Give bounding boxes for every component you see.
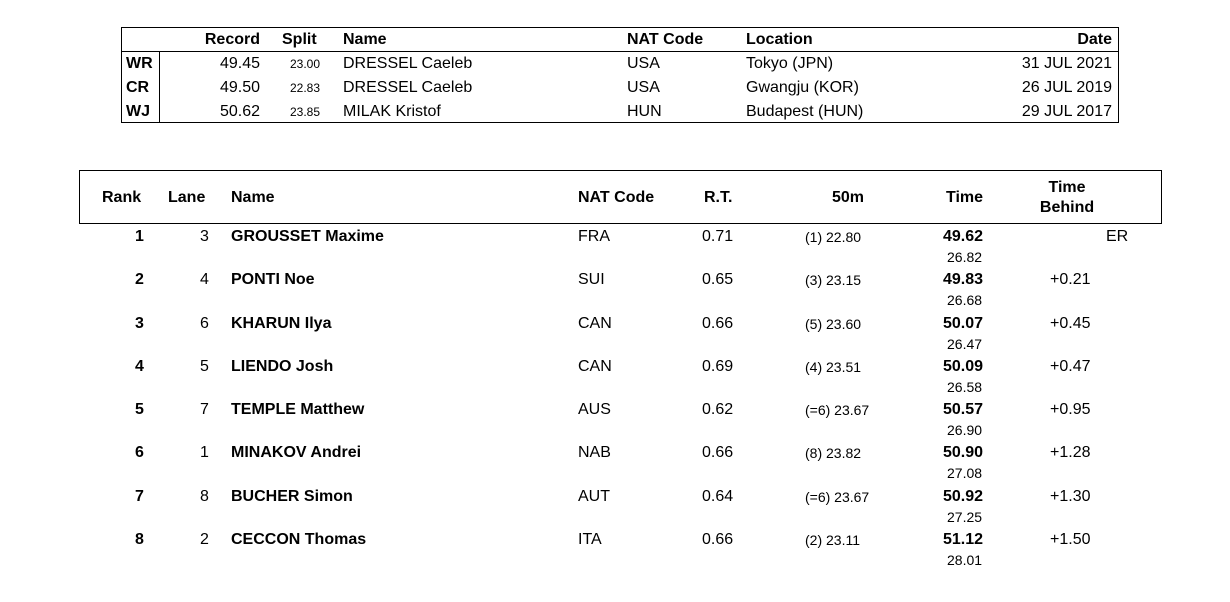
- result-time-behind: +1.50: [1050, 531, 1091, 548]
- record-holder-name: MILAK Kristof: [343, 103, 441, 120]
- result-name: LIENDO Josh: [231, 358, 334, 375]
- result-lane: 1: [200, 444, 209, 461]
- records-table: [121, 27, 1119, 123]
- result-reaction-time: 0.64: [702, 488, 734, 505]
- result-lap-time: 27.08: [947, 465, 983, 481]
- result-rank: 6: [135, 444, 144, 461]
- results-header-nat: NAT Code: [578, 189, 655, 206]
- record-split: 23.00: [289, 57, 320, 71]
- records-header-location: Location: [746, 31, 813, 48]
- result-lap-time: 26.68: [947, 292, 983, 308]
- result-time: 50.92: [943, 488, 984, 505]
- result-split-50m: (5) 23.60: [805, 316, 862, 332]
- result-time-behind: +0.45: [1050, 315, 1091, 332]
- records-header-record: Record: [204, 31, 260, 48]
- records-header-date: Date: [1077, 31, 1112, 48]
- result-record-mark: ER: [1106, 228, 1129, 245]
- record-split: 23.85: [289, 105, 320, 119]
- table-row: [79, 529, 1162, 572]
- record-nat: USA: [627, 55, 660, 72]
- record-location: Gwangju (KOR): [746, 79, 859, 96]
- record-split: 22.83: [289, 81, 320, 95]
- result-rank: 7: [135, 488, 144, 505]
- result-rank: 5: [135, 401, 144, 418]
- result-name: MINAKOV Andrei: [231, 444, 362, 461]
- table-row: [79, 486, 1162, 529]
- result-nat: AUT: [578, 488, 610, 505]
- result-rank: 8: [135, 531, 144, 548]
- result-reaction-time: 0.62: [702, 401, 734, 418]
- result-time: 50.09: [943, 358, 984, 375]
- result-lane: 3: [200, 228, 209, 245]
- result-nat: ITA: [578, 531, 602, 548]
- result-split-50m: (8) 23.82: [805, 445, 862, 461]
- result-time-behind: +0.21: [1050, 271, 1091, 288]
- result-time: 50.90: [943, 444, 984, 461]
- records-header-nat: NAT Code: [627, 31, 704, 48]
- result-time-behind: +1.30: [1050, 488, 1091, 505]
- result-lane: 8: [200, 488, 209, 505]
- result-rank: 2: [135, 271, 144, 288]
- result-split-50m: (4) 23.51: [805, 359, 862, 375]
- result-time-behind: +1.28: [1050, 444, 1091, 461]
- record-nat: USA: [627, 79, 660, 96]
- result-time: 50.57: [943, 401, 984, 418]
- records-header-name: Name: [343, 31, 387, 48]
- result-rank: 4: [135, 358, 144, 375]
- result-lap-time: 27.25: [947, 509, 983, 525]
- result-time: 50.07: [943, 315, 984, 332]
- table-row: [79, 356, 1162, 399]
- record-date: 31 JUL 2021: [1021, 55, 1112, 72]
- result-lane: 4: [200, 271, 209, 288]
- result-rank: 3: [135, 315, 144, 332]
- result-reaction-time: 0.66: [702, 444, 734, 461]
- result-split-50m: (2) 23.11: [805, 532, 860, 548]
- result-reaction-time: 0.66: [702, 531, 734, 548]
- result-name: TEMPLE Matthew: [231, 401, 365, 418]
- results-header-lane: Lane: [168, 189, 206, 206]
- record-time: 50.62: [219, 103, 260, 120]
- result-lap-time: 28.01: [947, 552, 983, 568]
- results-header-behind-line2: Behind: [1039, 199, 1095, 216]
- record-code: WR: [122, 52, 160, 76]
- result-time: 49.62: [943, 228, 984, 245]
- results-header-behind-line1: Time: [1048, 179, 1086, 196]
- result-reaction-time: 0.65: [702, 271, 734, 288]
- result-lane: 6: [200, 315, 209, 332]
- result-split-50m: (=6) 23.67: [805, 489, 870, 505]
- record-time: 49.45: [219, 55, 260, 72]
- result-split-50m: (1) 22.80: [805, 229, 862, 245]
- results-header-name: Name: [231, 189, 275, 206]
- result-time-behind: +0.95: [1050, 401, 1091, 418]
- record-row: [122, 100, 1118, 124]
- result-time: 51.12: [943, 531, 984, 548]
- result-nat: NAB: [578, 444, 611, 461]
- result-reaction-time: 0.66: [702, 315, 734, 332]
- record-nat: HUN: [627, 103, 662, 120]
- result-reaction-time: 0.69: [702, 358, 734, 375]
- table-row: [79, 313, 1162, 356]
- results-header-rt: R.T.: [704, 189, 733, 206]
- result-nat: AUS: [578, 401, 611, 418]
- result-lap-time: 26.82: [947, 249, 983, 265]
- result-rank: 1: [135, 228, 144, 245]
- result-split-50m: (=6) 23.67: [805, 402, 870, 418]
- table-row: [79, 442, 1162, 485]
- result-lane: 2: [200, 531, 209, 548]
- results-header: [79, 170, 1162, 224]
- result-name: CECCON Thomas: [231, 531, 367, 548]
- record-holder-name: DRESSEL Caeleb: [343, 55, 473, 72]
- record-code: WJ: [122, 100, 160, 123]
- record-time: 49.50: [219, 79, 260, 96]
- result-name: BUCHER Simon: [231, 488, 353, 505]
- records-header-row: [122, 28, 1118, 52]
- result-time-behind: +0.47: [1050, 358, 1091, 375]
- result-lap-time: 26.58: [947, 379, 983, 395]
- result-nat: FRA: [578, 228, 610, 245]
- result-name: GROUSSET Maxime: [231, 228, 384, 245]
- result-lane: 5: [200, 358, 209, 375]
- result-reaction-time: 0.71: [702, 228, 734, 245]
- result-split-50m: (3) 23.15: [805, 272, 862, 288]
- table-row: [79, 226, 1162, 269]
- result-name: KHARUN Ilya: [231, 315, 332, 332]
- result-lap-time: 26.47: [947, 336, 983, 352]
- results-header-rank: Rank: [102, 189, 142, 206]
- records-header-split: Split: [282, 31, 317, 48]
- record-date: 26 JUL 2019: [1021, 79, 1112, 96]
- result-name: PONTI Noe: [231, 271, 315, 288]
- record-holder-name: DRESSEL Caeleb: [343, 79, 473, 96]
- record-location: Tokyo (JPN): [746, 55, 834, 72]
- result-nat: SUI: [578, 271, 605, 288]
- result-time: 49.83: [943, 271, 984, 288]
- record-code: CR: [122, 76, 160, 100]
- result-nat: CAN: [578, 315, 612, 332]
- record-date: 29 JUL 2017: [1021, 103, 1112, 120]
- result-lap-time: 26.90: [947, 422, 983, 438]
- results-header-50m: 50m: [832, 189, 865, 206]
- record-row: [122, 52, 1118, 76]
- results-header-time: Time: [946, 189, 984, 206]
- result-nat: CAN: [578, 358, 612, 375]
- record-location: Budapest (HUN): [746, 103, 864, 120]
- table-row: [79, 399, 1162, 442]
- record-row: [122, 76, 1118, 100]
- table-row: [79, 269, 1162, 312]
- results-header-time-behind: [1026, 178, 1108, 218]
- result-lane: 7: [200, 401, 209, 418]
